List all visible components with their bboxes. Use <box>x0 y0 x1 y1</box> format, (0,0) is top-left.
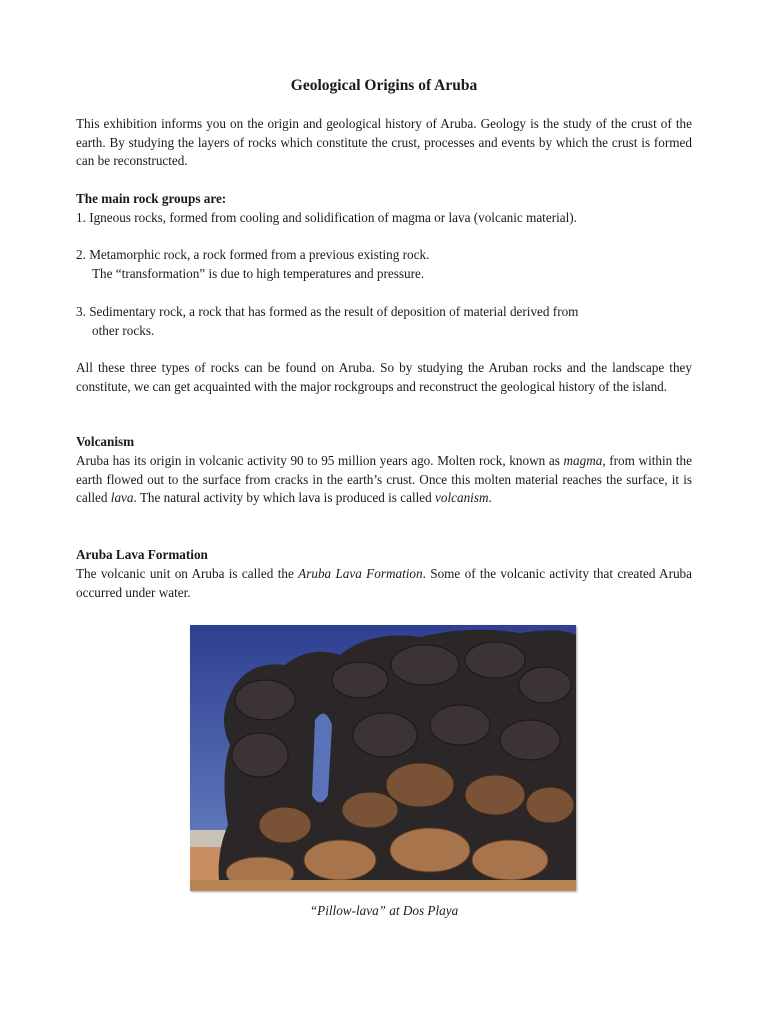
term-volcanism: volcanism <box>435 490 489 505</box>
term-lava: lava <box>110 490 134 505</box>
page-title: Geological Origins of Aruba <box>290 77 478 94</box>
rock-group-item-2-line1: 2. Metamorphic rock, a rock formed from a previous existing rock. <box>76 247 430 262</box>
volcanism-heading: Volcanism <box>76 434 135 449</box>
summary-paragraph: All these three types of rocks can be found on Aruba. So by studying the Aruban rocks and the landscape they constitute, we can get acquainted with the major rockgroups and reconstruct the geological history of the island. <box>76 360 692 394</box>
lava-formation-paragraph: The volcanic unit on Aruba is called the Aruba Lava Formation. Some of the volcanic activity that created Aruba occurred under water. <box>76 566 692 600</box>
rock-group-item-2 <box>76 246 692 283</box>
rock-group-item-3 <box>76 303 692 340</box>
rock-group-item-1 <box>76 209 692 228</box>
rock-group-item-1-line1: 1. Igneous rocks, formed from cooling and solidification of magma or lava (volcanic material). <box>76 210 577 225</box>
lava-formation-heading: Aruba Lava Formation <box>76 547 208 562</box>
term-aruba-lava-formation: Aruba Lava Formation <box>298 566 423 581</box>
rock-group-item-3-line2: other rocks. <box>92 322 155 338</box>
volcanism-paragraph: Aruba has its origin in volcanic activity 90 to 95 million years ago. Molten rock, known as magma, from within the earth flowed out to the surface from cracks in the earth’s crust. Once this molten material reaches the surface, it is called lava. The natural activity by which lava is produced is called volcanism. <box>76 453 692 505</box>
intro-paragraph: This exhibition informs you on the origin and geological history of Aruba. Geology is the study of the crust of the earth. By studying the layers of rocks which constitute the crust, processes and events by which the crust is formed can be reconstructed. <box>76 116 692 168</box>
pillow-lava-photo <box>190 625 576 891</box>
rock-group-item-2-line2: The “transformation” is due to high temperatures and pressure. <box>92 265 425 281</box>
document-page <box>76 0 692 1024</box>
photo-caption: “Pillow-lava” at Dos Playa <box>309 903 459 918</box>
pillow-lava-illustration <box>190 625 576 891</box>
rock-groups-heading: The main rock groups are: <box>76 191 227 206</box>
term-magma: magma <box>563 453 603 468</box>
rock-group-item-3-line1: 3. Sedimentary rock, a rock that has formed as the result of deposition of material derived from <box>76 304 579 319</box>
